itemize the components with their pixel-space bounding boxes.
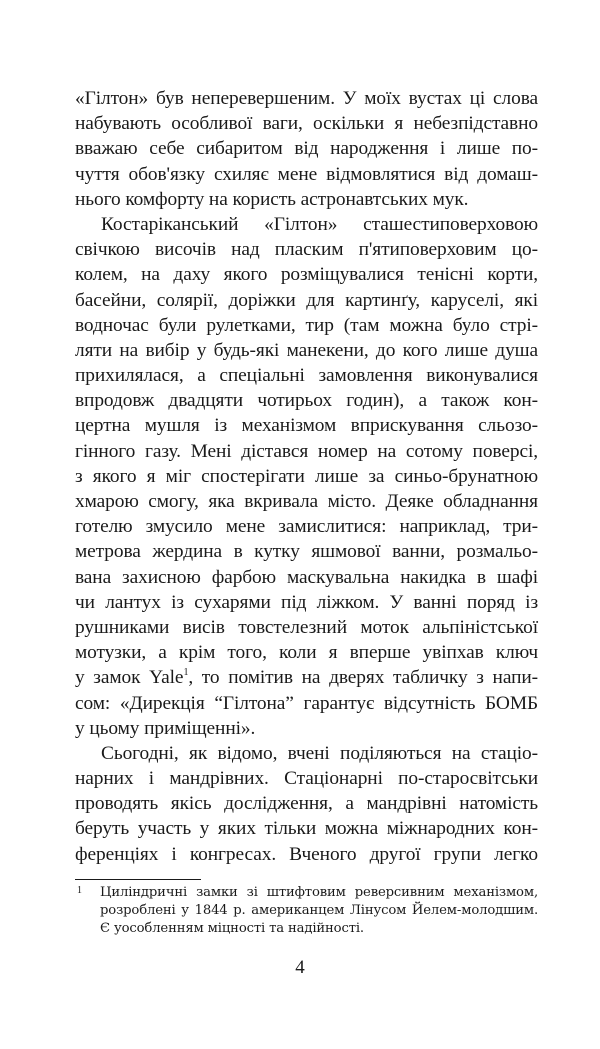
- text-segment: , то помітив на дверях табличку з напи-: [188, 667, 538, 689]
- text-line: ляти на вибір у будь-які манекени, до кого лише душа: [75, 339, 538, 361]
- text-line-with-footnote-ref: [75, 665, 538, 690]
- text-line: колем, на даху якого розміщувалися тенісні корти,: [75, 264, 538, 286]
- text-line: мотузки, а крім того, коли я вперше увіпхав ключ: [75, 642, 538, 664]
- footnote-line: Є уособленням міцності та надійності.: [100, 921, 364, 936]
- text-line: гінного газу. Мені дістався номер на сотому поверсі,: [75, 440, 538, 462]
- text-line: прихилялася, а спеціальні замовлення виконувалися: [75, 365, 538, 387]
- text-line: водночас були рулетками, тир (там можна було стрі-: [75, 314, 538, 336]
- text-line: рушниками висів товстелезний моток альпіністської: [75, 616, 538, 638]
- footnote: [75, 884, 538, 938]
- main-text: [75, 86, 538, 867]
- text-line: нарних і мандрівних. Стаціонарні по-старосвітськи: [75, 768, 538, 790]
- page-number: 4: [295, 957, 305, 978]
- text-line: басейни, солярії, доріжки для картинґу, каруселі, які: [75, 289, 538, 311]
- text-line: сом: «Дирекція “Гілтона” гарантує відсутність БОМБ: [75, 692, 538, 714]
- footnote-line: розроблені у 1844 р. американцем Лінусом Йелем-молодшим.: [100, 903, 538, 918]
- text-line: з якого я міг спостерігати лише за синьо-брунатною: [75, 465, 538, 487]
- text-line: проводять якісь дослідження, а мандрівні натомість: [75, 793, 538, 815]
- text-line: цертна мушля із механізмом вприскування сльозо-: [75, 415, 538, 437]
- footnote-line: Циліндричні замки зі штифтовим реверсивним механізмом,: [100, 885, 538, 900]
- footnote-body: [100, 884, 538, 938]
- paragraph-first-line: Сьогодні, як відомо, вчені поділяються на стаціо-: [101, 742, 538, 764]
- footnote-number: 1: [77, 885, 82, 896]
- text-line: метрова жердина в кутку яшмової ванни, розмальо-: [75, 541, 538, 563]
- paragraph-first-line: Костаріканський «Гілтон» сташестиповерховою: [101, 213, 538, 235]
- text-line: впродовж двадцяти чотирьох годин), а також кон-: [75, 390, 538, 412]
- text-line: ференціях і конгресах. Вченого другої групи легко: [75, 843, 538, 865]
- footnote-divider: [75, 879, 201, 880]
- text-line: вважаю себе сибаритом від народження і лише по-: [75, 138, 538, 160]
- footnote-ref[interactable]: 1: [183, 667, 189, 679]
- text-line: набувають особливої ваги, оскільки я небезпідставно: [75, 113, 538, 135]
- text-line: чи лантух із сухарями під ліжком. У ванні поряд із: [75, 591, 538, 613]
- text-line: готелю змусило мене замислитися: наприклад, три-: [75, 516, 538, 538]
- text-line: беруть участь у яких тільки можна міжнародних кон-: [75, 818, 538, 840]
- text-line: вана захисною фарбою маскувальна накидка в шафі: [75, 566, 538, 588]
- text-line: хмарою смогу, яка вкривала місто. Деяке обладнання: [75, 491, 538, 512]
- text-line: у цьому приміщенні».: [75, 717, 256, 739]
- text-line: «Гілтон» був неперевершеним. У моїх вустах ці слова: [75, 88, 538, 109]
- text-segment: у замок Yale: [75, 667, 184, 689]
- text-line: чуття обов'язку схиляє мене відмовлятися від домаш-: [75, 163, 538, 185]
- text-line: свічкою височів над пласким п'ятиповерховим цо-: [75, 239, 538, 261]
- text-line: нього комфорту на користь астронавтських мук.: [75, 188, 469, 210]
